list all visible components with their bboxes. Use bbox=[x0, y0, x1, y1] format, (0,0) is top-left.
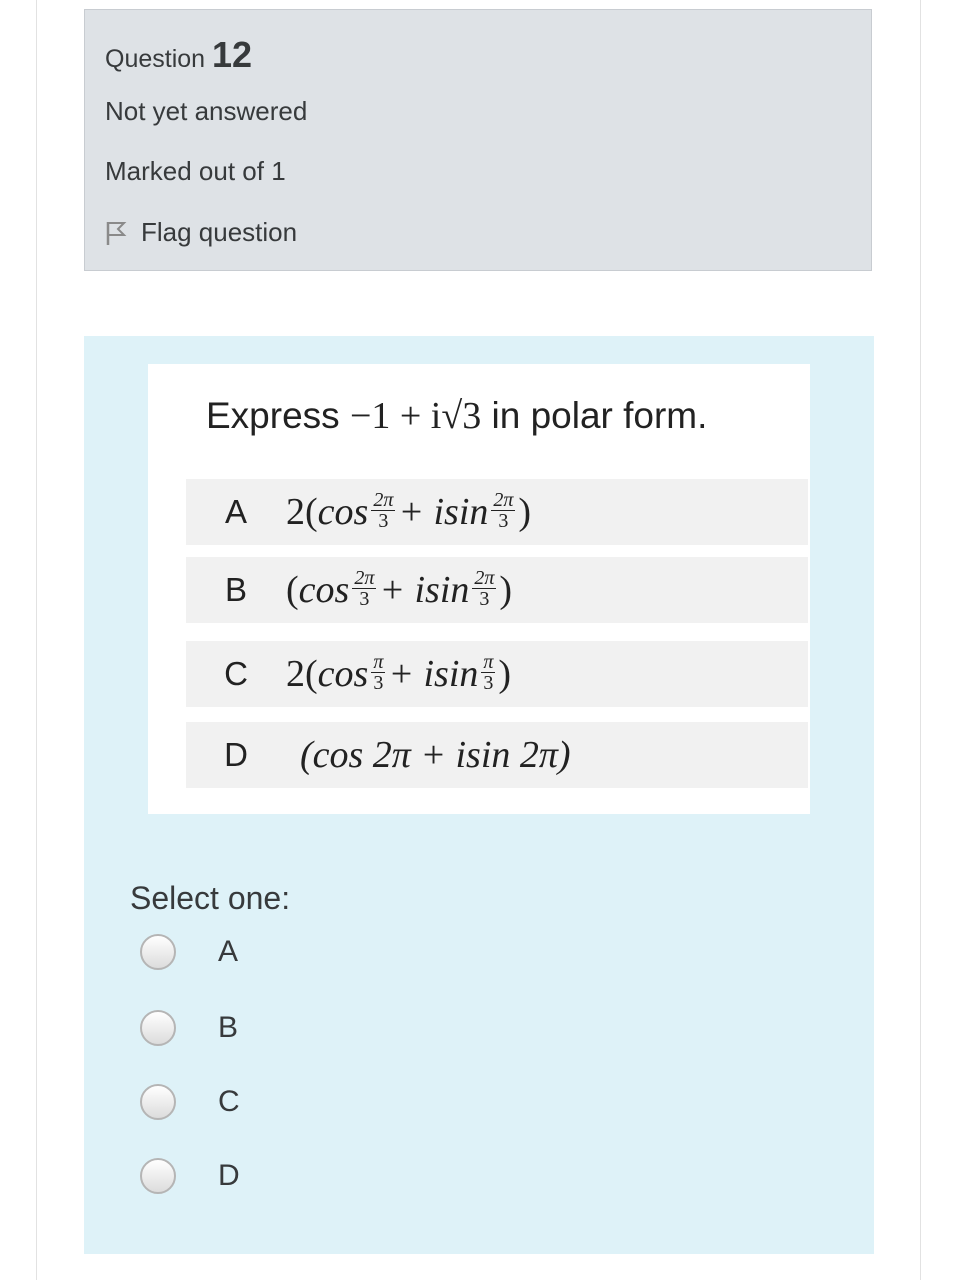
option-expression: (cos 2π + isin 2π) bbox=[300, 734, 571, 776]
flag-icon bbox=[105, 220, 127, 246]
answer-choice-b[interactable] bbox=[140, 1008, 238, 1048]
answer-choice-c[interactable] bbox=[140, 1082, 240, 1122]
question-image bbox=[148, 364, 810, 814]
prompt-suffix: in polar form. bbox=[491, 395, 708, 436]
prompt-prefix: Express bbox=[206, 395, 340, 436]
option-row-c bbox=[186, 641, 808, 707]
option-letter: A bbox=[224, 493, 247, 530]
question-content bbox=[84, 336, 874, 1254]
select-one-label: Select one: bbox=[130, 880, 291, 916]
answer-choice-a[interactable] bbox=[140, 932, 238, 972]
choice-label: D bbox=[218, 1159, 240, 1192]
question-number: 12 bbox=[212, 34, 253, 75]
choice-label: A bbox=[218, 935, 239, 968]
radio-d[interactable] bbox=[140, 1158, 176, 1194]
radio-c[interactable] bbox=[140, 1084, 176, 1120]
question-marks: Marked out of 1 bbox=[105, 156, 286, 186]
option-row-d bbox=[186, 722, 808, 788]
flag-question-label: Flag question bbox=[141, 217, 298, 247]
prompt-expression: −1 + i√3 bbox=[349, 395, 482, 437]
option-letter: C bbox=[224, 655, 248, 692]
option-expression: 2( cos $\frac{2\pi}{3}$ + isin $\frac{2\pi}{3}$ ) bbox=[286, 488, 532, 533]
question-label: Question bbox=[105, 45, 206, 73]
question-prompt bbox=[206, 394, 707, 438]
question-status: Not yet answered bbox=[105, 96, 308, 126]
left-frame-line bbox=[36, 0, 37, 1280]
question-info-panel bbox=[84, 9, 872, 271]
flag-question-link[interactable] bbox=[105, 217, 297, 248]
option-expression: 2( cos $\frac{\pi}{3}$ + isin $\frac{\pi}{3}$ ) bbox=[286, 650, 512, 695]
option-letter: D bbox=[224, 736, 248, 773]
right-frame-line bbox=[920, 0, 921, 1280]
radio-b[interactable] bbox=[140, 1010, 176, 1046]
option-row-b bbox=[186, 557, 808, 623]
option-letter: B bbox=[224, 571, 247, 608]
option-expression: ( cos $\frac{2\pi}{3}$ + isin $\frac{2\pi}{3}$ ) bbox=[286, 566, 513, 611]
choice-label: C bbox=[218, 1085, 240, 1118]
choice-label: B bbox=[218, 1011, 239, 1044]
question-heading bbox=[105, 34, 252, 76]
option-row-a bbox=[186, 479, 808, 545]
answer-choice-d[interactable] bbox=[140, 1156, 240, 1196]
radio-a[interactable] bbox=[140, 934, 176, 970]
